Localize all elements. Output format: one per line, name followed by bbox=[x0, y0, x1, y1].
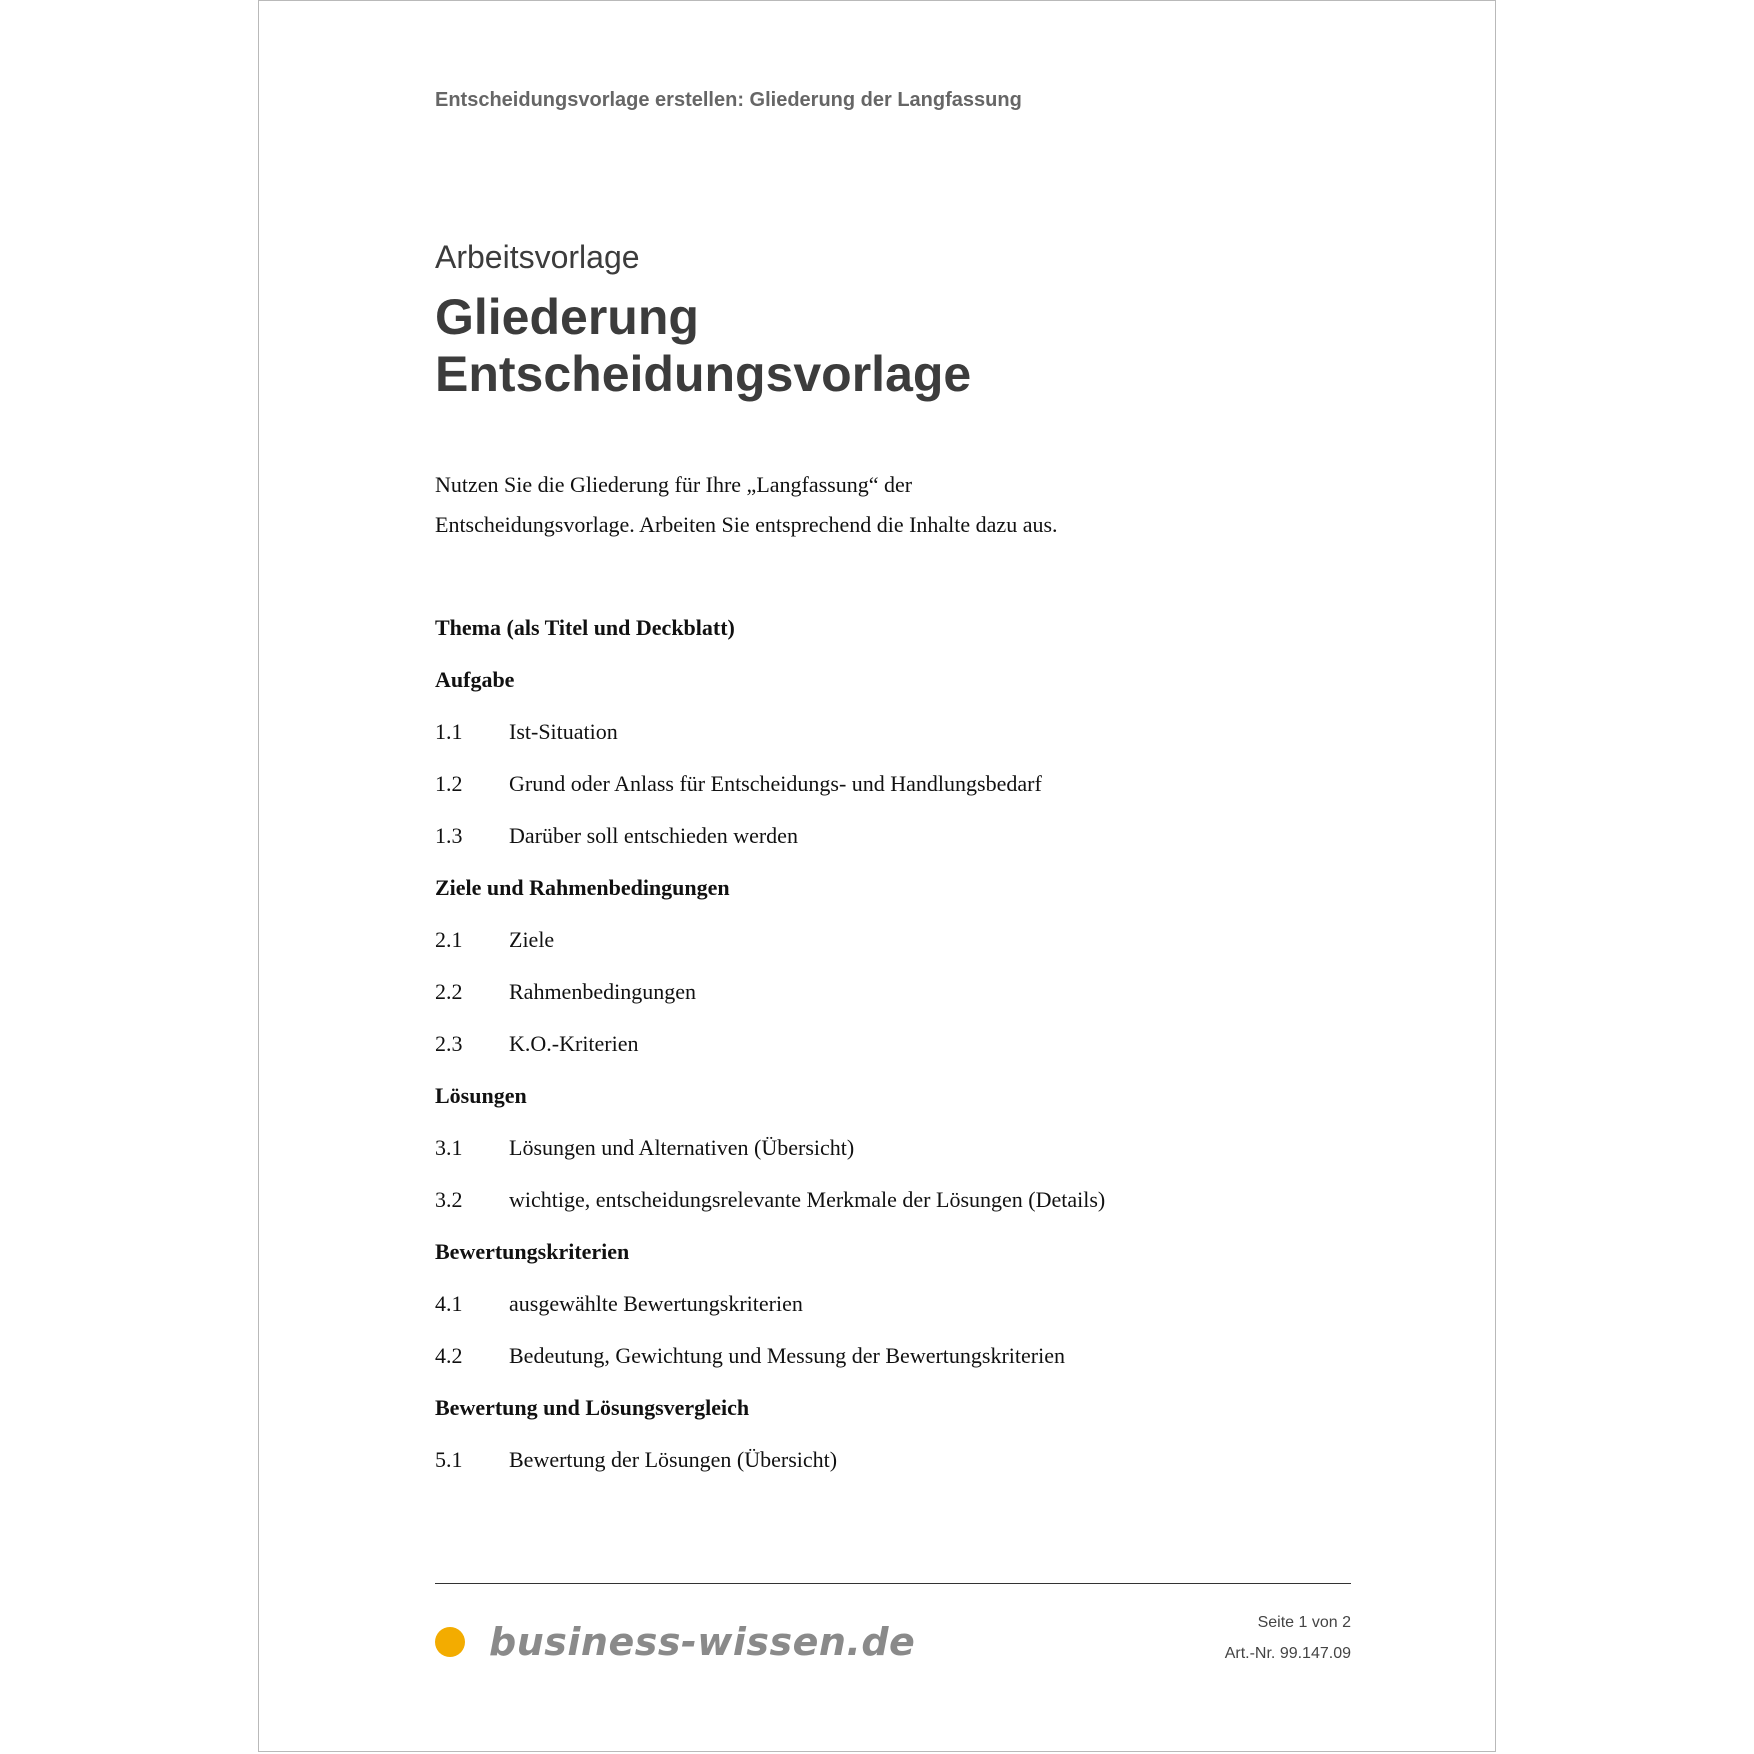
outline-item bbox=[435, 1434, 1351, 1486]
outline-item-number: 1.1 bbox=[435, 719, 463, 744]
outline-item bbox=[435, 1122, 1351, 1174]
outline-heading-text: Bewertung und Lösungsvergleich bbox=[435, 1395, 750, 1420]
outline-heading bbox=[435, 654, 1351, 706]
page-info bbox=[1225, 1607, 1351, 1669]
outline-heading-text: Lösungen bbox=[435, 1083, 527, 1108]
outline-item-text: Lösungen und Alternativen (Übersicht) bbox=[509, 1135, 855, 1160]
outline-item-number: 4.2 bbox=[435, 1343, 463, 1368]
outline-heading bbox=[435, 862, 1351, 914]
outline-item bbox=[435, 810, 1351, 862]
logo-dot-icon bbox=[435, 1627, 465, 1657]
outline-item-text: K.O.-Kriterien bbox=[509, 1031, 639, 1056]
outline-heading-text: Aufgabe bbox=[435, 667, 515, 692]
document-kicker: Arbeitsvorlage bbox=[435, 239, 640, 275]
outline-item-text: Ist-Situation bbox=[509, 719, 618, 744]
article-number: Art.-Nr. 99.147.09 bbox=[1224, 1645, 1351, 1662]
intro-line-1: Nutzen Sie die Gliederung für Ihre „Langfassung“ der bbox=[435, 472, 913, 497]
outline-item bbox=[435, 914, 1351, 966]
intro-paragraph bbox=[435, 465, 1058, 545]
outline-item-text: ausgewählte Bewertungskriterien bbox=[509, 1291, 803, 1316]
outline-item bbox=[435, 1278, 1351, 1330]
document-title bbox=[435, 289, 971, 403]
document-page bbox=[258, 0, 1496, 1752]
outline-item-text: Ziele bbox=[509, 927, 555, 952]
outline-heading-text: Thema (als Titel und Deckblatt) bbox=[435, 615, 735, 640]
logo-wordmark: business-wissen.de bbox=[489, 1620, 916, 1664]
brand-logo bbox=[435, 1617, 915, 1667]
outline-item-number: 1.3 bbox=[435, 823, 463, 848]
outline-item bbox=[435, 966, 1351, 1018]
outline-item-number: 4.1 bbox=[435, 1291, 463, 1316]
outline-item-text: wichtige, entscheidungsrelevante Merkmale der Lösungen (Details) bbox=[509, 1187, 1106, 1212]
title-line-2: Entscheidungsvorlage bbox=[435, 346, 972, 402]
outline-heading bbox=[435, 1070, 1351, 1122]
outline-item bbox=[435, 706, 1351, 758]
page-number: Seite 1 von 2 bbox=[1257, 1614, 1351, 1631]
outline-item-number: 1.2 bbox=[435, 771, 463, 796]
outline-list bbox=[435, 602, 1351, 1486]
footer-divider bbox=[435, 1583, 1351, 1584]
outline-heading bbox=[435, 1382, 1351, 1434]
outline-item bbox=[435, 1174, 1351, 1226]
outline-item-number: 2.1 bbox=[435, 927, 463, 952]
outline-item-text: Bewertung der Lösungen (Übersicht) bbox=[509, 1447, 838, 1472]
outline-item-text: Bedeutung, Gewichtung und Messung der Bewertungskriterien bbox=[509, 1343, 1065, 1368]
title-line-1: Gliederung bbox=[435, 289, 699, 345]
running-header: Entscheidungsvorlage erstellen: Gliederung der Langfassung bbox=[435, 89, 1022, 111]
outline-item-number: 5.1 bbox=[435, 1447, 463, 1472]
outline-item-number: 2.3 bbox=[435, 1031, 463, 1056]
outline-heading bbox=[435, 1226, 1351, 1278]
outline-item-number: 3.2 bbox=[435, 1187, 463, 1212]
outline-heading-text: Bewertungskriterien bbox=[435, 1239, 630, 1264]
outline-item bbox=[435, 1330, 1351, 1382]
outline-item-number: 2.2 bbox=[435, 979, 463, 1004]
outline-item-text: Darüber soll entschieden werden bbox=[509, 823, 798, 848]
outline-item-text: Grund oder Anlass für Entscheidungs- und Handlungsbedarf bbox=[509, 771, 1042, 796]
outline-item bbox=[435, 758, 1351, 810]
outline-item-text: Rahmenbedingungen bbox=[509, 979, 696, 1004]
intro-line-2: Entscheidungsvorlage. Arbeiten Sie entsprechend die Inhalte dazu aus. bbox=[435, 512, 1058, 537]
outline-heading bbox=[435, 602, 1351, 654]
outline-heading-text: Ziele und Rahmenbedingungen bbox=[435, 875, 730, 900]
outline-item-number: 3.1 bbox=[435, 1135, 463, 1160]
outline-item bbox=[435, 1018, 1351, 1070]
